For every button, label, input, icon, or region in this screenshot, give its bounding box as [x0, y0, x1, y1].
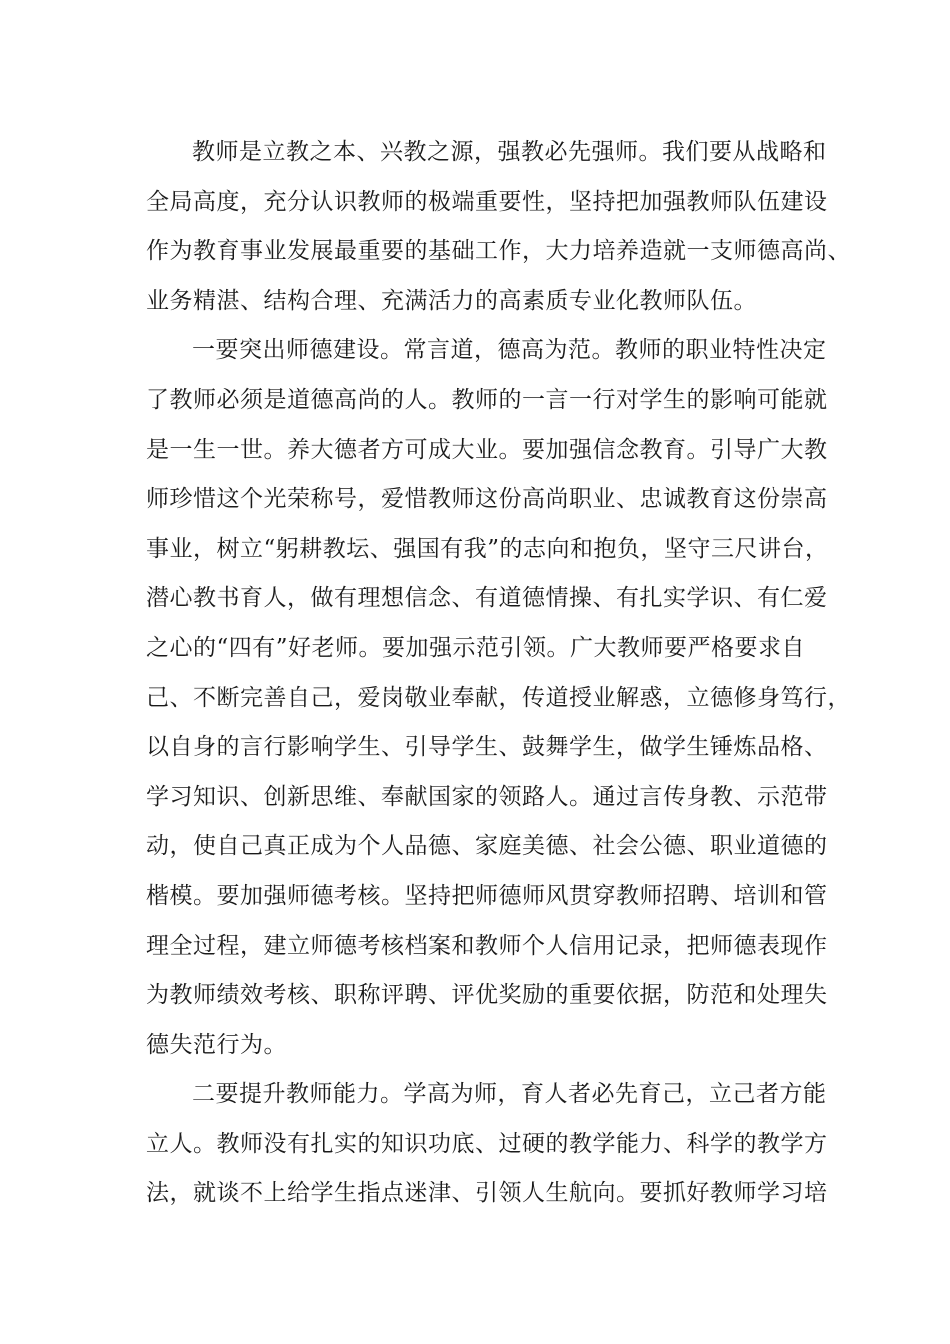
text-line: 为教师绩效考核、职称评聘、评优奖励的重要依据，防范和处理失 [146, 982, 828, 1009]
paragraph-point-2 [146, 1070, 826, 1219]
text-line: 以自身的言行影响学生、引导学生、鼓舞学生，做学生锤炼品格、 [146, 734, 828, 761]
text-line: 己、不断完善自己，爱岗敬业奉献，传道授业解惑，立德修身笃行， [146, 684, 851, 711]
text-line: 了教师必须是道德高尚的人。教师的一言一行对学生的影响可能就 [146, 386, 828, 413]
document-body [146, 128, 851, 1219]
text-line: 是一生一世。养大德者方可成大业。要加强信念教育。引导广大教 [146, 436, 828, 463]
text-line: 事业，树立“躬耕教坛、强国有我”的志向和抱负，坚守三尺讲台， [146, 535, 829, 562]
paragraph-intro [146, 128, 851, 326]
text-line: 一要突出师德建设。常言道，德高为范。教师的职业特性决定 [192, 337, 827, 364]
text-line: 师珍惜这个光荣称号，爱惜教师这份高尚职业、忠诚教育这份崇高 [146, 486, 828, 513]
text-line: 动，使自己真正成为个人品德、家庭美德、社会公德、职业道德的 [146, 833, 828, 860]
text-line: 业务精湛、结构合理、充满活力的高素质专业化教师队伍。 [146, 287, 757, 314]
text-line: 学习知识、创新思维、奉献国家的领路人。通过言传身教、示范带 [146, 783, 828, 810]
text-line: 教师是立教之本、兴教之源，强教必先强师。我们要从战略和 [192, 139, 827, 165]
text-line: 理全过程，建立师德考核档案和教师个人信用记录，把师德表现作 [146, 932, 828, 959]
text-line: 作为教育事业发展最重要的基础工作，大力培养造就一支师德高尚、 [146, 238, 851, 265]
text-line: 潜心教书育人，做有理想信念、有道德情操、有扎实学识、有仁爱 [146, 585, 828, 612]
paragraph-point-1 [146, 326, 851, 1070]
text-line: 之心的“四有”好老师。要加强示范引领。广大教师要严格要求自 [146, 634, 806, 661]
text-line: 立人。教师没有扎实的知识功底、过硬的教学能力、科学的教学方 [146, 1130, 828, 1157]
text-line: 德失范行为。 [146, 1031, 287, 1058]
text-line: 法，就谈不上给学生指点迷津、引领人生航向。要抓好教师学习培 [146, 1180, 828, 1207]
text-line: 楷模。要加强师德考核。坚持把师德师风贯穿教师招聘、培训和管 [146, 882, 828, 909]
text-line: 二要提升教师能力。学高为师，育人者必先育己，立己者方能 [192, 1081, 827, 1108]
text-line: 全局高度，充分认识教师的极端重要性，坚持把加强教师队伍建设 [146, 188, 828, 215]
